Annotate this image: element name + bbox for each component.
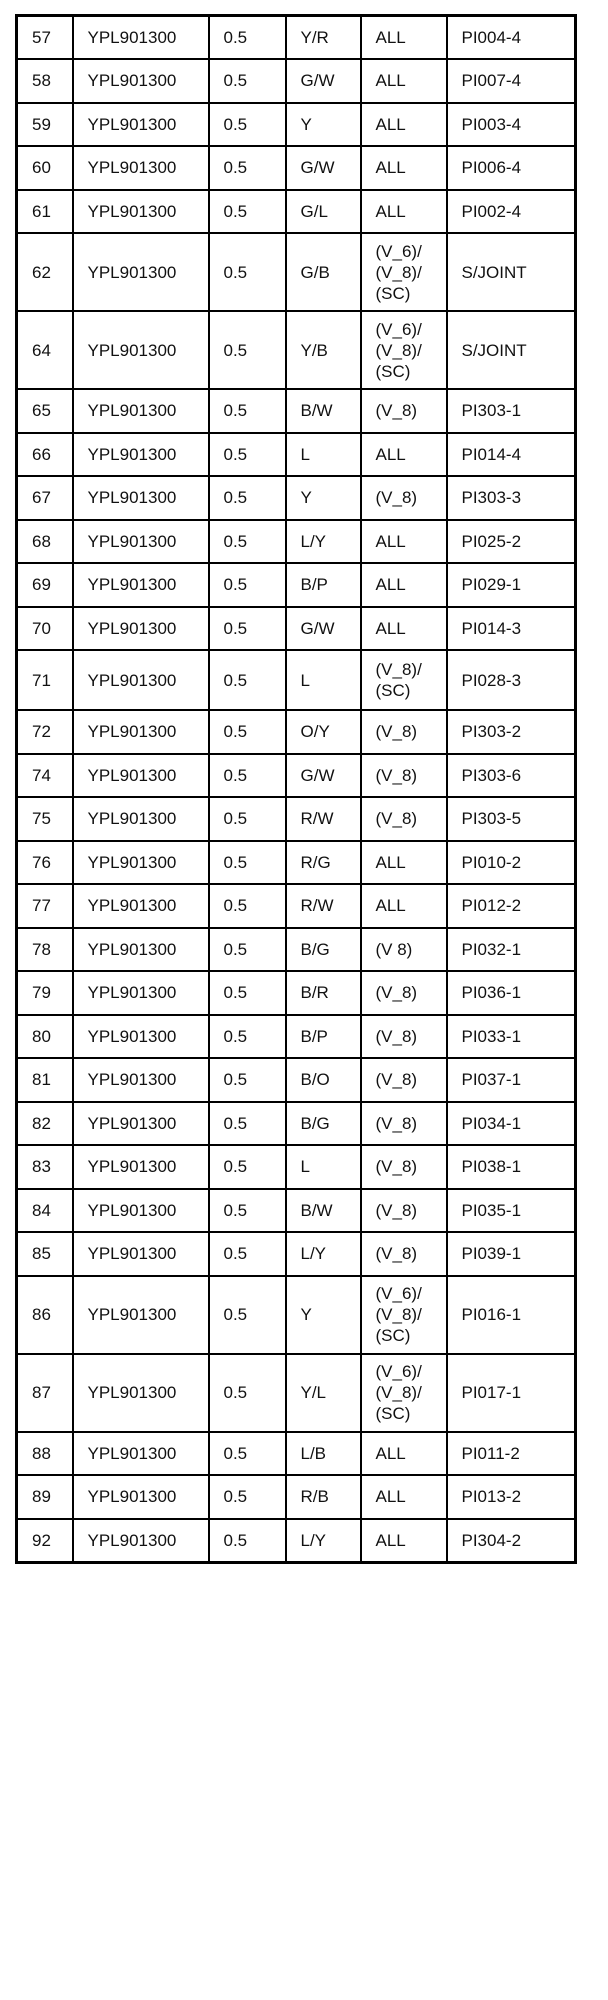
- cell-spec: ALL: [361, 607, 447, 651]
- cell-color: Y/L: [286, 1354, 361, 1432]
- cell-part-number: YPL901300: [73, 884, 209, 928]
- cell-spec: ALL: [361, 884, 447, 928]
- table-row: [17, 1145, 576, 1189]
- cell-number: 77: [17, 884, 73, 928]
- cell-color: B/G: [286, 1102, 361, 1146]
- cell-color: L: [286, 650, 361, 710]
- table-row: [17, 1432, 576, 1476]
- cell-spec: (V_8): [361, 1058, 447, 1102]
- cell-terminal: PI010-2: [447, 841, 576, 885]
- cell-spec: (V 8): [361, 928, 447, 972]
- cell-number: 84: [17, 1189, 73, 1233]
- table-row: [17, 971, 576, 1015]
- cell-size: 0.5: [209, 433, 286, 477]
- cell-terminal: PI028-3: [447, 650, 576, 710]
- cell-spec: ALL: [361, 520, 447, 564]
- table-row: [17, 103, 576, 147]
- cell-size: 0.5: [209, 563, 286, 607]
- cell-number: 87: [17, 1354, 73, 1432]
- cell-part-number: YPL901300: [73, 710, 209, 754]
- table-row: [17, 650, 576, 710]
- cell-terminal: PI014-4: [447, 433, 576, 477]
- cell-color: L: [286, 1145, 361, 1189]
- cell-number: 69: [17, 563, 73, 607]
- cell-color: O/Y: [286, 710, 361, 754]
- cell-part-number: YPL901300: [73, 433, 209, 477]
- cell-terminal: PI011-2: [447, 1432, 576, 1476]
- cell-spec: ALL: [361, 16, 447, 60]
- cell-number: 92: [17, 1519, 73, 1563]
- cell-size: 0.5: [209, 1232, 286, 1276]
- cell-part-number: YPL901300: [73, 311, 209, 389]
- cell-terminal: PI304-2: [447, 1519, 576, 1563]
- table-row: [17, 59, 576, 103]
- cell-part-number: YPL901300: [73, 754, 209, 798]
- cell-terminal: PI035-1: [447, 1189, 576, 1233]
- cell-terminal: PI025-2: [447, 520, 576, 564]
- cell-color: B/G: [286, 928, 361, 972]
- cell-part-number: YPL901300: [73, 1276, 209, 1354]
- cell-terminal: PI032-1: [447, 928, 576, 972]
- cell-part-number: YPL901300: [73, 233, 209, 311]
- table-row: [17, 797, 576, 841]
- cell-number: 76: [17, 841, 73, 885]
- cell-color: G/W: [286, 59, 361, 103]
- cell-part-number: YPL901300: [73, 59, 209, 103]
- cell-color: L/Y: [286, 1232, 361, 1276]
- cell-size: 0.5: [209, 607, 286, 651]
- cell-part-number: YPL901300: [73, 146, 209, 190]
- cell-size: 0.5: [209, 476, 286, 520]
- cell-number: 66: [17, 433, 73, 477]
- cell-color: L/Y: [286, 520, 361, 564]
- cell-terminal: PI017-1: [447, 1354, 576, 1432]
- cell-size: 0.5: [209, 1102, 286, 1146]
- table-row: [17, 476, 576, 520]
- cell-terminal: PI007-4: [447, 59, 576, 103]
- cell-spec: (V_8)/ (SC): [361, 650, 447, 710]
- cell-terminal: PI037-1: [447, 1058, 576, 1102]
- cell-part-number: YPL901300: [73, 1058, 209, 1102]
- cell-size: 0.5: [209, 1354, 286, 1432]
- cell-terminal: PI016-1: [447, 1276, 576, 1354]
- table-row: [17, 928, 576, 972]
- cell-size: 0.5: [209, 797, 286, 841]
- table-row: [17, 146, 576, 190]
- cell-size: 0.5: [209, 1519, 286, 1563]
- cell-size: 0.5: [209, 16, 286, 60]
- cell-size: 0.5: [209, 754, 286, 798]
- cell-part-number: YPL901300: [73, 190, 209, 234]
- table-row: [17, 710, 576, 754]
- cell-spec: ALL: [361, 59, 447, 103]
- cell-part-number: YPL901300: [73, 1519, 209, 1563]
- cell-terminal: PI303-6: [447, 754, 576, 798]
- cell-number: 58: [17, 59, 73, 103]
- cell-size: 0.5: [209, 841, 286, 885]
- cell-number: 59: [17, 103, 73, 147]
- table-row: [17, 1475, 576, 1519]
- cell-color: R/G: [286, 841, 361, 885]
- cell-color: Y: [286, 1276, 361, 1354]
- cell-spec: (V_8): [361, 754, 447, 798]
- cell-terminal: PI004-4: [447, 16, 576, 60]
- cell-part-number: YPL901300: [73, 607, 209, 651]
- table-row: [17, 389, 576, 433]
- cell-size: 0.5: [209, 1189, 286, 1233]
- cell-color: B/P: [286, 563, 361, 607]
- cell-part-number: YPL901300: [73, 103, 209, 147]
- cell-spec: ALL: [361, 433, 447, 477]
- cell-part-number: YPL901300: [73, 1102, 209, 1146]
- cell-part-number: YPL901300: [73, 650, 209, 710]
- cell-size: 0.5: [209, 1475, 286, 1519]
- cell-spec: ALL: [361, 563, 447, 607]
- cell-part-number: YPL901300: [73, 389, 209, 433]
- cell-spec: (V_8): [361, 971, 447, 1015]
- cell-size: 0.5: [209, 233, 286, 311]
- table-row: [17, 233, 576, 311]
- cell-spec: (V_6)/ (V_8)/ (SC): [361, 1354, 447, 1432]
- table-row: [17, 884, 576, 928]
- cell-size: 0.5: [209, 928, 286, 972]
- cell-number: 86: [17, 1276, 73, 1354]
- wire-table-body: [17, 16, 576, 1563]
- cell-number: 83: [17, 1145, 73, 1189]
- cell-terminal: PI303-5: [447, 797, 576, 841]
- cell-terminal: PI303-2: [447, 710, 576, 754]
- cell-color: L: [286, 433, 361, 477]
- cell-size: 0.5: [209, 520, 286, 564]
- cell-color: G/B: [286, 233, 361, 311]
- cell-number: 57: [17, 16, 73, 60]
- cell-color: G/W: [286, 607, 361, 651]
- cell-size: 0.5: [209, 1145, 286, 1189]
- cell-part-number: YPL901300: [73, 1354, 209, 1432]
- cell-spec: ALL: [361, 841, 447, 885]
- cell-number: 74: [17, 754, 73, 798]
- cell-number: 70: [17, 607, 73, 651]
- cell-size: 0.5: [209, 650, 286, 710]
- cell-spec: (V_8): [361, 389, 447, 433]
- cell-spec: (V_8): [361, 476, 447, 520]
- cell-terminal: PI014-3: [447, 607, 576, 651]
- cell-part-number: YPL901300: [73, 520, 209, 564]
- cell-color: B/W: [286, 389, 361, 433]
- cell-size: 0.5: [209, 884, 286, 928]
- cell-part-number: YPL901300: [73, 928, 209, 972]
- table-row: [17, 1232, 576, 1276]
- cell-size: 0.5: [209, 1276, 286, 1354]
- cell-number: 65: [17, 389, 73, 433]
- cell-color: Y/B: [286, 311, 361, 389]
- cell-part-number: YPL901300: [73, 1475, 209, 1519]
- cell-number: 89: [17, 1475, 73, 1519]
- cell-part-number: YPL901300: [73, 1015, 209, 1059]
- cell-terminal: PI029-1: [447, 563, 576, 607]
- cell-spec: ALL: [361, 1519, 447, 1563]
- cell-part-number: YPL901300: [73, 16, 209, 60]
- table-row: [17, 1189, 576, 1233]
- cell-color: R/W: [286, 884, 361, 928]
- cell-number: 79: [17, 971, 73, 1015]
- cell-size: 0.5: [209, 59, 286, 103]
- cell-color: L/B: [286, 1432, 361, 1476]
- table-row: [17, 520, 576, 564]
- table-row: [17, 1519, 576, 1563]
- cell-size: 0.5: [209, 971, 286, 1015]
- cell-color: L/Y: [286, 1519, 361, 1563]
- cell-number: 78: [17, 928, 73, 972]
- cell-color: Y: [286, 476, 361, 520]
- cell-spec: (V_6)/ (V_8)/ (SC): [361, 1276, 447, 1354]
- cell-color: R/B: [286, 1475, 361, 1519]
- cell-part-number: YPL901300: [73, 563, 209, 607]
- cell-part-number: YPL901300: [73, 1232, 209, 1276]
- cell-color: B/R: [286, 971, 361, 1015]
- cell-spec: (V_6)/ (V_8)/ (SC): [361, 311, 447, 389]
- cell-terminal: PI003-4: [447, 103, 576, 147]
- cell-number: 88: [17, 1432, 73, 1476]
- cell-color: B/W: [286, 1189, 361, 1233]
- cell-terminal: PI034-1: [447, 1102, 576, 1146]
- cell-spec: (V_8): [361, 1102, 447, 1146]
- cell-terminal: PI038-1: [447, 1145, 576, 1189]
- table-row: [17, 841, 576, 885]
- cell-size: 0.5: [209, 103, 286, 147]
- cell-number: 80: [17, 1015, 73, 1059]
- cell-spec: ALL: [361, 1475, 447, 1519]
- cell-number: 75: [17, 797, 73, 841]
- cell-terminal: PI036-1: [447, 971, 576, 1015]
- cell-spec: (V_8): [361, 797, 447, 841]
- cell-number: 82: [17, 1102, 73, 1146]
- table-row: [17, 754, 576, 798]
- table-row: [17, 1354, 576, 1432]
- cell-size: 0.5: [209, 190, 286, 234]
- cell-color: Y: [286, 103, 361, 147]
- cell-part-number: YPL901300: [73, 971, 209, 1015]
- cell-terminal: PI002-4: [447, 190, 576, 234]
- cell-terminal: PI039-1: [447, 1232, 576, 1276]
- cell-size: 0.5: [209, 146, 286, 190]
- cell-number: 67: [17, 476, 73, 520]
- cell-spec: ALL: [361, 1432, 447, 1476]
- cell-spec: (V_8): [361, 1189, 447, 1233]
- cell-number: 72: [17, 710, 73, 754]
- cell-spec: (V_8): [361, 1232, 447, 1276]
- cell-color: G/W: [286, 146, 361, 190]
- cell-size: 0.5: [209, 1058, 286, 1102]
- cell-part-number: YPL901300: [73, 841, 209, 885]
- cell-number: 62: [17, 233, 73, 311]
- cell-color: B/O: [286, 1058, 361, 1102]
- cell-part-number: YPL901300: [73, 1145, 209, 1189]
- cell-terminal: S/JOINT: [447, 311, 576, 389]
- table-row: [17, 1058, 576, 1102]
- cell-number: 68: [17, 520, 73, 564]
- wire-table: [15, 14, 577, 1564]
- cell-number: 64: [17, 311, 73, 389]
- cell-number: 61: [17, 190, 73, 234]
- cell-terminal: PI006-4: [447, 146, 576, 190]
- cell-spec: (V_8): [361, 1015, 447, 1059]
- cell-color: G/W: [286, 754, 361, 798]
- cell-color: R/W: [286, 797, 361, 841]
- table-row: [17, 607, 576, 651]
- cell-terminal: PI303-1: [447, 389, 576, 433]
- table-row: [17, 1102, 576, 1146]
- cell-color: B/P: [286, 1015, 361, 1059]
- cell-part-number: YPL901300: [73, 1189, 209, 1233]
- table-row: [17, 190, 576, 234]
- cell-terminal: S/JOINT: [447, 233, 576, 311]
- cell-number: 81: [17, 1058, 73, 1102]
- cell-size: 0.5: [209, 389, 286, 433]
- table-row: [17, 563, 576, 607]
- cell-spec: ALL: [361, 146, 447, 190]
- cell-size: 0.5: [209, 1432, 286, 1476]
- cell-spec: (V_8): [361, 1145, 447, 1189]
- cell-size: 0.5: [209, 710, 286, 754]
- table-row: [17, 1015, 576, 1059]
- cell-number: 71: [17, 650, 73, 710]
- cell-number: 85: [17, 1232, 73, 1276]
- cell-spec: ALL: [361, 103, 447, 147]
- cell-size: 0.5: [209, 1015, 286, 1059]
- cell-terminal: PI013-2: [447, 1475, 576, 1519]
- table-row: [17, 433, 576, 477]
- table-row: [17, 311, 576, 389]
- cell-terminal: PI012-2: [447, 884, 576, 928]
- cell-spec: (V_8): [361, 710, 447, 754]
- cell-color: Y/R: [286, 16, 361, 60]
- table-row: [17, 16, 576, 60]
- cell-number: 60: [17, 146, 73, 190]
- cell-part-number: YPL901300: [73, 1432, 209, 1476]
- cell-terminal: PI303-3: [447, 476, 576, 520]
- cell-spec: (V_6)/ (V_8)/ (SC): [361, 233, 447, 311]
- cell-color: G/L: [286, 190, 361, 234]
- cell-part-number: YPL901300: [73, 797, 209, 841]
- cell-terminal: PI033-1: [447, 1015, 576, 1059]
- cell-spec: ALL: [361, 190, 447, 234]
- cell-part-number: YPL901300: [73, 476, 209, 520]
- table-row: [17, 1276, 576, 1354]
- cell-size: 0.5: [209, 311, 286, 389]
